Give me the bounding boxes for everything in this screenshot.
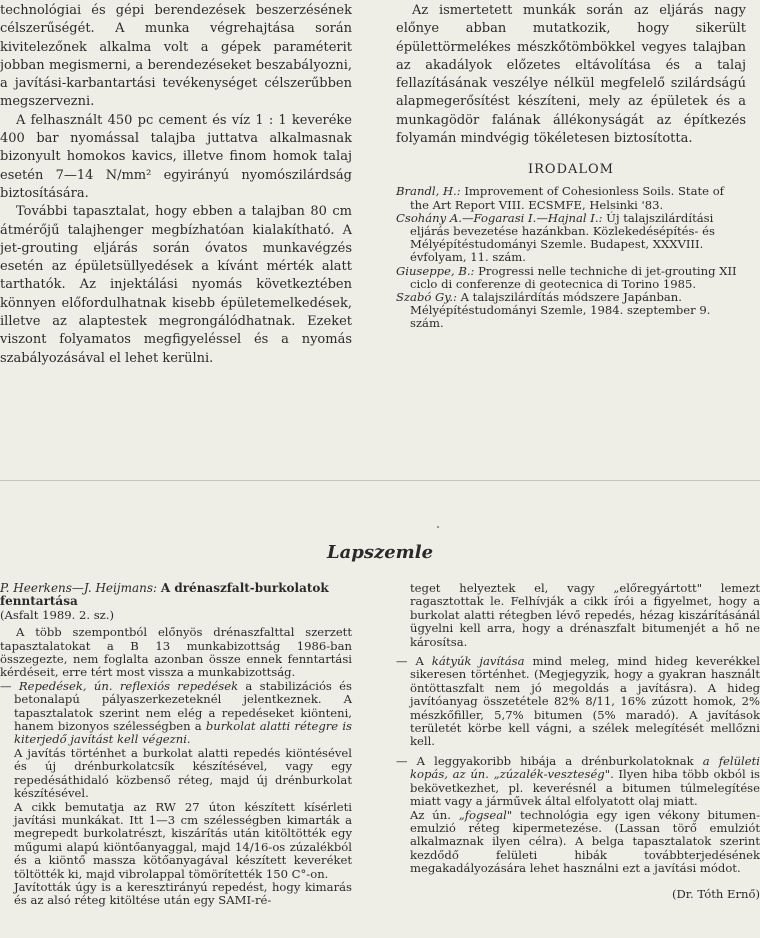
reference-list [396,185,746,330]
list-item: — Repedések, ún. reflexiós repedések a stabilizációs és betonalapú pályaszerkezeteknél jelentkeznek. A tapasztalatok szerint nem elég a repedéseket kiönteni, hanem bizonyos szélességben a burkolat alatti rétegre is kiterjedő javítást kell végezni. [0,678,352,747]
paragraph: Javították úgy is a keresztirányú repedést, hogy kimarás és az alsó réteg kitöltése után egy SAMI-ré- [14,879,352,908]
paragraph: A felhasznált 450 pc cement és víz 1 : 1 keveréke 400 bar nyomással talajba juttatva alkalmasnak bizonyult homokos kavics, illetve finom homok talaj esetén 7—14 N/mm² egyirányú nyomószilárdság biztosítására. [0,112,352,201]
references-heading: IRODALOM [528,162,614,178]
list-item: — A kátyúk javítása mind meleg, mind hideg keverékkel sikeresen történhet. (Megjegyzik, hogy a gyakran használt öntöttaszfalt nem jó megoldás a javításra). A hideg javítóanyag összetétele 82% 8/11, 16% zúzott homok, 2% mészkőfiller, 5,7% bitumen (5% maradó). A javítások területét körbe kell vágni, a szélek melegítését mellőzni kell. [396,654,760,749]
paragraph: A több szempontból előnyös drénaszfalttal szerzett tapasztalatokat a B 13 munkabizottság 1986-ban összegezte, nem foglalta azonban össze ennek fenntartási kérdéseit, erre tért most vissza a munkabizottság. [0,625,352,680]
review-right-column [396,582,760,901]
section-divider [0,480,760,481]
section-title: Lapszemle [326,542,434,563]
review-left-column [0,582,352,908]
paragraph: A cikk bemutatja az RW 27 úton készített kísérleti javítási munkákat. Itt 1—3 cm szélességben kimarták a megrepedt burkolatrészt, kiszárítás után kitöltötték egy műgumi alapú kiöntőanyaggal, majd 14/16-os zúzalékból és a kiöntő massza kötőanyagával készített keveréket töltötték ki, majd vibrolappal tömörítették 150 C°-on. [14,799,352,881]
paragraph: Az ún. „fogseal" technológia egy igen vékony bitumen-emulzió réteg kipermetezése. (Lassan törő emulziót alkalmaznak ilyen célra). A belga tapasztalatok szerint kezdődő felületi hibák továbbterjedésének megakadályozására lehet használni ezt a javítási módot. [410,807,760,876]
paragraph: További tapasztalat, hogy ebben a talajban 80 cm átmérőjű talajhenger megbízhatóan kialakítható. A jet-grouting eljárás során óvatos munkavégzés esetén az épületsüllyedések a kívánt mérték alatt tarthatók. Az injektálási nyomás következtében könnyen előfordulhatnak kisebb épületemelkedések, illetve az alaptestek megrongálódhatnak. Ezeket viszont folyamatos megfigyeléssel és a nyomás szabályozásával el lehet kerülni. [0,204,352,366]
article-title: P. Heerkens—J. Heijmans: A drénaszfalt-burkolatok fenntartása [0,581,329,609]
reference-item: Szabó Gy.: A talajszilárdítás módszere Japánban. Mélyépítéstudományi Szemle, 1984. szeptember 9. szám. [396,290,711,331]
paragraph: A javítás történhet a burkolat alatti repedés kiöntésével és új drénburkolatcsík készítésével, vagy egy repedésáthidaló közbenső réteg, majd új drénburkolat készítésével. [14,745,352,801]
paragraph: Az ismertetett munkák során az eljárás nagy előnye abban mutatkozik, hogy sikerült épülettörmelékes mészkőtömbökkel vegyes talajban az akadályok előzetes eltávolítása és a talaj fellazításának veszélye nélkül megfelelő szilárdságú alapmegerősítést készíteni, mely az épületek és a munkagödör falának állékonyságát az építkezés folyamán mindvégig tökéletesen biztosította. [396,3,746,147]
list-item: — A leggyakoribb hibája a drénburkolatoknak a felületi kopás, az ún. „zúzalék-veszteség". Ilyen hiba több okból is bekövetkezhet, pl. keverésnél a bitumen túlmelegítése miatt vagy a járművek által elfolyatott olaj miatt. [396,753,760,809]
reference-item: Giuseppe, B.: Progressi nelle techniche di jet-grouting XII ciclo di conferenze di geotecnica di Torino 1985. [396,263,737,291]
decorative-dot [437,526,439,528]
author-signature: (Dr. Tóth Ernő) [671,886,760,901]
reference-item: Csohány A.—Fogarasi I.—Hajnal I.: Új talajszilárdítási eljárás bevezetése hazánkban. Közlekedésépítés- és Mélyépítéstudományi Szemle. Budapest, XXXVIII. évfolyam, 11. szám. [396,210,715,265]
article-source: (Asfalt 1989. 2. sz.) [0,607,114,622]
top-right-column [396,2,746,331]
top-left-column [0,2,352,368]
paragraph: teget helyeztek el, vagy „előregyártott" lemezt ragasztottak le. Felhívják a cikk írói a figyelmet, hogy a burkolat alatti rétegben lévő repedés, hézag kiszárításánál ügyelni kell arra, hogy a drénaszfalt bitumenjét a hő ne károsítsa. [410,581,760,649]
paragraph: technológiai és gépi berendezések beszerzésének célszerűségét. A munka végrehajtása során kivitelezőnek alkalma volt a gépek paraméterit jobban megismerni, a berendezéseket beszabályozni, a javítási-karbantartási tevékenységet célszerűbben megszervezni. [0,3,352,110]
reference-item: Brandl, H.: Improvement of Cohesionless Soils. State of the Art Report VIII. ECSMFE, Helsinki '83. [396,184,724,212]
